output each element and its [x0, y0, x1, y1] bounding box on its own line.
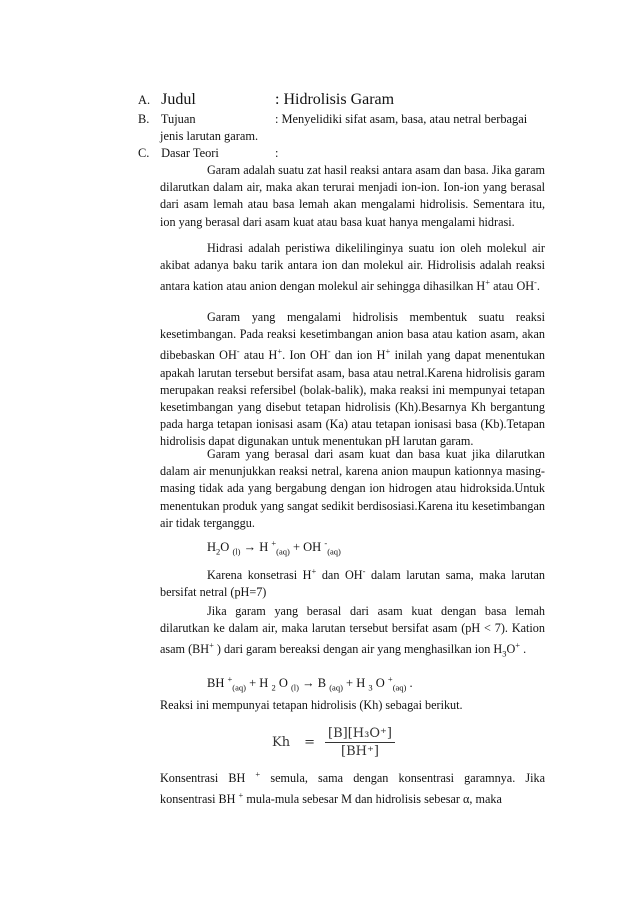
paragraph-text: Karena konsetrasi H+ dan OH- dalam larutan sama, maka larutan bersifat netral (pH=7) [160, 566, 546, 600]
paragraph-text: Garam yang berasal dari asam kuat dan basa kuat jika dilarutkan dalam air menunjukkan reaksi netral, karena anion maupun kationnya masing-masing tidak ada yang bergabung dengan ion hidrogen atau hidroksida.Untuk menentukan produk yang sangat sedikit berdisosiasi.Karena itu kesetimbangan air tidak terganggu. [160, 447, 545, 530]
section-a-letter: A. [138, 93, 151, 107]
section-b-row [138, 111, 528, 127]
paragraph-text: Garam yang mengalami hidrolisis membentuk suatu reaksi kesetimbangan. Pada reaksi kesetimbangan anion basa atau kation asam, akan dibebaskan OH- atau H+. Ion OH- dan ion H+ inilah yang dapat menentukan apakah larutan tersebut bersifat asam, basa atau netral.Karena hidrolisis garam merupakan reaksi refersibel (bolak-balik), maka reaksi ini mempunyai tetapan kesetimbangan yang disebut tetapan hidrolisis (Kh).Besarnya Kh bergantung pada harga tetapan ionisasi asam (Ka) atau tetapan ionisasi basa (Kb).Tetapan hidrolisis dapat digunakan untuk menentukan pH larutan garam. [160, 310, 545, 449]
paragraph-text: Reaksi ini mempunyai tetapan hidrolisis (Kh) sebagai berikut. [160, 698, 463, 712]
paragraph-text: Konsentrasi BH + semula, sama dengan konsentrasi garamnya. Jika konsentrasi BH + mula-mula sebesar M dan hidrolisis sebesar α, maka [160, 769, 545, 807]
paragraph-text: Hidrasi adalah peristiwa dikelilinginya suatu ion oleh molekul air akibat adanya baku tarik antara ion dan molekul air. Hidrolisis adalah reaksi antara kation atau anion dengan molekul air sehingga dihasilkan H+ atau OH-. [160, 241, 545, 294]
section-b-label: Tujuan [160, 112, 196, 126]
kh-formula [272, 726, 395, 759]
section-b-continuation: jenis larutan garam. [160, 129, 259, 143]
section-a-label: Judul [161, 91, 196, 108]
paragraph-netral [160, 563, 545, 601]
section-c-label: Dasar Teori [161, 146, 219, 160]
formula-fraction [325, 726, 395, 759]
equation-water: $H_2O$ $_{(l)}$ → H +$_{(aq)}$ + OH -$_{(aq)}$ [207, 538, 341, 557]
paragraph-kh-intro [160, 697, 560, 714]
formula-equals: = [304, 735, 315, 750]
section-b-value: : Menyelidiki sifat asam, basa, atau netral berbagai [275, 112, 528, 126]
formula-numerator: [B][H₃O⁺] [325, 726, 395, 743]
formula-denominator: [BH⁺] [341, 744, 379, 759]
equation-bh-hydrolysis: BH +$_{(aq)}$ + H $_2$ O $_{(l)}$ → B $_{(aq)}$ + H $_3$ O +$_{(aq)}$ . [207, 674, 413, 693]
paragraph-kesetimbangan [160, 309, 545, 451]
paragraph-garam [160, 162, 545, 231]
paragraph-konsentrasi [160, 766, 545, 809]
paragraph-text: Garam adalah suatu zat hasil reaksi antara asam dan basa. Jika garam dilarutkan dalam air, maka akan terurai menjadi ion-ion. Ion-ion yang berasal dari asam lemah atau basa lemah akan mengalami hidrolisis. Sementara itu, ion yang berasal dari asam kuat atau basa kuat hanya mengalami hidrasi. [160, 163, 545, 229]
section-c-letter: C. [138, 146, 150, 160]
section-a-row [138, 91, 395, 108]
section-b-letter: B. [138, 112, 150, 126]
paragraph-asam-kuat-basa-kuat [160, 446, 545, 532]
paragraph-text: Jika garam yang berasal dari asam kuat dengan basa lemah dilarutkan ke dalam air, maka larutan tersebut bersifat asam (pH < 7). Kation asam (BH+ ) dari garam bereaksi dengan air yang menghasilkan ion $H_3O^+$ . [160, 604, 545, 659]
formula-lhs: Kh [272, 735, 291, 750]
section-c-value: : [275, 146, 279, 160]
section-c-row [138, 145, 279, 161]
paragraph-asam-kuat-basa-lemah [160, 603, 545, 663]
section-a-value: : Hidrolisis Garam [275, 91, 395, 108]
paragraph-hidrasi [160, 240, 545, 296]
